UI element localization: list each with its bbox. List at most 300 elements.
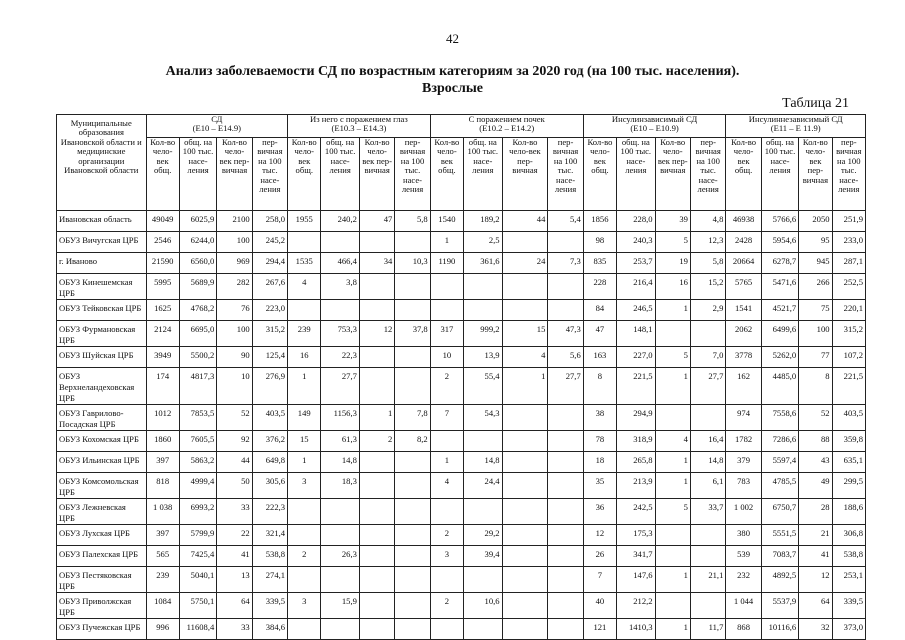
group-code: (E10.3 – E14.3)	[331, 123, 387, 134]
table-cell	[502, 546, 548, 567]
table-cell: 252,5	[832, 274, 865, 300]
row-name: ОБУЗ Палехская ЦРБ	[57, 546, 147, 567]
table-cell: 7,8	[395, 405, 430, 431]
table-cell	[690, 525, 725, 546]
table-cell: 6,1	[690, 473, 725, 499]
row-name: ОБУЗ Кохомская ЦРБ	[57, 431, 147, 452]
table-cell: 6025,9	[179, 211, 216, 232]
table-cell: 1782	[726, 431, 761, 452]
group-header	[726, 115, 866, 138]
table-cell: 373,0	[832, 619, 865, 640]
table-cell: 6750,7	[761, 499, 798, 525]
table-cell: 212,2	[617, 593, 656, 619]
row-name: ОБУЗ Верхнеландеховская ЦРБ	[57, 368, 147, 405]
row-name: ОБУЗ Ильинская ЦРБ	[57, 452, 147, 473]
table-cell: 306,8	[832, 525, 865, 546]
table-cell	[359, 546, 394, 567]
table-cell: 54,3	[464, 405, 503, 431]
table-cell: 999,2	[464, 321, 503, 347]
table-cell	[502, 473, 548, 499]
table-cell: 2	[288, 546, 321, 567]
table-cell	[655, 593, 690, 619]
table-cell: 29,2	[464, 525, 503, 546]
table-cell: 39,4	[464, 546, 503, 567]
table-cell	[464, 619, 503, 640]
table-cell	[548, 431, 583, 452]
table-row	[57, 452, 866, 473]
table-cell: 34	[359, 253, 394, 274]
table-cell	[502, 232, 548, 253]
table-cell: 635,1	[832, 452, 865, 473]
subcolumn-header: Кол-во чело-век общ.	[430, 138, 463, 211]
table-cell: 40	[583, 593, 616, 619]
table-cell: 223,0	[252, 300, 287, 321]
table-cell: 996	[146, 619, 179, 640]
table-cell: 7558,6	[761, 405, 798, 431]
table-cell: 147,6	[617, 567, 656, 593]
table-cell: 1	[655, 473, 690, 499]
row-name: ОБУЗ Гаврилово-Посадская ЦРБ	[57, 405, 147, 431]
table-cell: 974	[726, 405, 761, 431]
table-cell	[395, 593, 430, 619]
table-cell: 7	[583, 567, 616, 593]
table-cell: 33	[217, 499, 252, 525]
table-cell: 7,0	[690, 347, 725, 368]
table-cell: 216,4	[617, 274, 656, 300]
table-cell: 339,5	[832, 593, 865, 619]
table-cell: 1 038	[146, 499, 179, 525]
table-cell: 228,0	[617, 211, 656, 232]
table-cell: 403,5	[832, 405, 865, 431]
row-name: ОБУЗ Комсомольская ЦРБ	[57, 473, 147, 499]
table-cell: 2062	[726, 321, 761, 347]
row-name: ОБУЗ Тейковская ЦРБ	[57, 300, 147, 321]
table-cell: 1856	[583, 211, 616, 232]
table-cell	[502, 499, 548, 525]
table-cell: 266	[799, 274, 832, 300]
table-cell: 220,1	[832, 300, 865, 321]
table-label: Таблица 21	[782, 96, 849, 111]
table-cell: 1955	[288, 211, 321, 232]
group-header	[288, 115, 431, 138]
table-cell: 39	[655, 211, 690, 232]
table-cell: 44	[502, 211, 548, 232]
table-cell: 232	[726, 567, 761, 593]
table-cell: 274,1	[252, 567, 287, 593]
table-cell: 245,2	[252, 232, 287, 253]
table-cell: 1860	[146, 431, 179, 452]
table-cell: 16,4	[690, 431, 725, 452]
table-cell: 5	[655, 499, 690, 525]
table-cell: 75	[799, 300, 832, 321]
table-cell: 5	[655, 232, 690, 253]
table-cell: 50	[217, 473, 252, 499]
table-cell: 2124	[146, 321, 179, 347]
table-cell: 294,9	[617, 405, 656, 431]
table-cell: 3,8	[321, 274, 360, 300]
table-cell: 2	[359, 431, 394, 452]
table-cell: 1 002	[726, 499, 761, 525]
table-cell: 1190	[430, 253, 463, 274]
table-cell: 1625	[146, 300, 179, 321]
table-cell: 1	[655, 300, 690, 321]
table-cell	[395, 232, 430, 253]
table-cell: 10,6	[464, 593, 503, 619]
table-cell: 52	[799, 405, 832, 431]
table-cell	[359, 499, 394, 525]
table-cell: 287,1	[832, 253, 865, 274]
table-cell	[464, 274, 503, 300]
row-name: ОБУЗ Лухская ЦРБ	[57, 525, 147, 546]
table-cell: 174	[146, 368, 179, 405]
table-cell: 267,6	[252, 274, 287, 300]
table-cell: 753,3	[321, 321, 360, 347]
table-cell	[359, 452, 394, 473]
table-cell: 61,3	[321, 431, 360, 452]
table-cell: 10	[217, 368, 252, 405]
table-cell: 1410,3	[617, 619, 656, 640]
table-cell: 539	[726, 546, 761, 567]
row-name: ОБУЗ Пучежская ЦРБ	[57, 619, 147, 640]
table-cell	[395, 525, 430, 546]
table-cell	[548, 473, 583, 499]
table-cell: 15,9	[321, 593, 360, 619]
row-name: г. Иваново	[57, 253, 147, 274]
table-cell: 315,2	[832, 321, 865, 347]
table-cell: 5863,2	[179, 452, 216, 473]
table-cell: 1	[655, 452, 690, 473]
table-cell: 78	[583, 431, 616, 452]
table-row	[57, 347, 866, 368]
table-cell: 1	[288, 452, 321, 473]
group-header	[430, 115, 583, 138]
subcolumn-header: общ. на 100 тыс. насе-ления	[761, 138, 798, 211]
group-name: С поражением почек	[468, 114, 545, 124]
table-cell: 84	[583, 300, 616, 321]
subcolumn-header: общ. на 100 тыс. насе-ления	[321, 138, 360, 211]
table-cell: 26,3	[321, 546, 360, 567]
table-cell: 376,2	[252, 431, 287, 452]
table-cell	[395, 546, 430, 567]
table-cell: 1012	[146, 405, 179, 431]
table-cell: 26	[583, 546, 616, 567]
table-row	[57, 567, 866, 593]
table-cell	[395, 368, 430, 405]
table-cell: 49	[799, 473, 832, 499]
table-cell: 15,2	[690, 274, 725, 300]
table-cell	[288, 567, 321, 593]
table-cell: 4892,5	[761, 567, 798, 593]
group-name: Инсулиннезависимый СД	[748, 114, 843, 124]
table-cell: 8,2	[395, 431, 430, 452]
morbidity-table	[56, 114, 866, 640]
table-cell: 318,9	[617, 431, 656, 452]
table-cell: 41	[217, 546, 252, 567]
subcolumn-header: пер-вичная на 100 тыс. насе-ления	[832, 138, 865, 211]
table-cell	[548, 499, 583, 525]
title-line-2: Взрослые	[422, 81, 483, 96]
table-cell: 5995	[146, 274, 179, 300]
table-cell: 253,7	[617, 253, 656, 274]
table-cell: 8	[583, 368, 616, 405]
table-cell	[548, 300, 583, 321]
table-cell	[395, 347, 430, 368]
row-name: ОБУЗ Шуйская ЦРБ	[57, 347, 147, 368]
table-cell: 4817,3	[179, 368, 216, 405]
subcolumn-header: пер-вичная на 100 тыс. насе-ления	[548, 138, 583, 211]
table-cell	[464, 567, 503, 593]
table-cell: 282	[217, 274, 252, 300]
table-cell: 16	[288, 347, 321, 368]
group-header	[146, 115, 288, 138]
table-cell: 107,2	[832, 347, 865, 368]
table-cell: 3	[288, 473, 321, 499]
table-cell: 233,0	[832, 232, 865, 253]
table-cell: 403,5	[252, 405, 287, 431]
table-cell: 5262,0	[761, 347, 798, 368]
table-row	[57, 619, 866, 640]
table-cell: 1	[655, 567, 690, 593]
table-cell: 49049	[146, 211, 179, 232]
table-cell: 380	[726, 525, 761, 546]
group-code: (E11 – E 11.9)	[770, 123, 821, 134]
table-cell: 35	[583, 473, 616, 499]
table-cell	[502, 525, 548, 546]
table-cell: 221,5	[617, 368, 656, 405]
table-cell: 11608,4	[179, 619, 216, 640]
table-row	[57, 274, 866, 300]
group-code: (E10.2 – E14.2)	[479, 123, 535, 134]
table-cell: 1541	[726, 300, 761, 321]
table-cell: 95	[799, 232, 832, 253]
table-cell: 4	[288, 274, 321, 300]
table-cell: 221,5	[832, 368, 865, 405]
table-cell: 14,8	[690, 452, 725, 473]
table-cell: 5765	[726, 274, 761, 300]
table-cell: 4999,4	[179, 473, 216, 499]
table-cell	[655, 525, 690, 546]
table-cell	[321, 232, 360, 253]
subcolumn-header: Кол-во чело-век пер-вичная	[655, 138, 690, 211]
subcolumn-header: Кол-во чело-век общ.	[726, 138, 761, 211]
table-cell: 10,3	[395, 253, 430, 274]
table-cell	[464, 300, 503, 321]
table-cell: 4	[655, 431, 690, 452]
table-row	[57, 321, 866, 347]
group-header	[583, 115, 726, 138]
group-code: (E10 – E14.9)	[192, 123, 242, 134]
table-cell	[548, 525, 583, 546]
table-cell: 258,0	[252, 211, 287, 232]
table-cell	[548, 567, 583, 593]
table-cell	[548, 593, 583, 619]
table-cell: 47	[359, 211, 394, 232]
group-code: (E10 – E10.9)	[630, 123, 679, 134]
table-cell: 5597,4	[761, 452, 798, 473]
page-title	[0, 63, 905, 97]
table-cell: 5,8	[690, 253, 725, 274]
table-cell: 1	[502, 368, 548, 405]
subcolumn-header: общ. на 100 тыс. насе-ления	[617, 138, 656, 211]
table-cell	[548, 619, 583, 640]
row-name: ОБУЗ Кинешемская ЦРБ	[57, 274, 147, 300]
row-name: ОБУЗ Пестяковская ЦРБ	[57, 567, 147, 593]
table-cell: 64	[799, 593, 832, 619]
table-cell: 188,6	[832, 499, 865, 525]
table-cell	[288, 232, 321, 253]
table-cell: 2,5	[464, 232, 503, 253]
table-cell: 100	[217, 321, 252, 347]
table-cell: 783	[726, 473, 761, 499]
table-cell	[395, 567, 430, 593]
table-cell: 55,4	[464, 368, 503, 405]
table-cell	[548, 274, 583, 300]
table-row	[57, 525, 866, 546]
table-cell: 76	[217, 300, 252, 321]
table-cell	[359, 300, 394, 321]
table-cell: 15	[502, 321, 548, 347]
table-cell: 32	[799, 619, 832, 640]
table-body	[57, 211, 866, 640]
table-cell: 5799,9	[179, 525, 216, 546]
table-cell: 149	[288, 405, 321, 431]
group-name: СД	[211, 114, 223, 124]
table-cell	[430, 567, 463, 593]
table-header	[57, 115, 866, 211]
table-cell: 321,4	[252, 525, 287, 546]
subcolumn-header: пер-вичная на 100 тыс. насе-ления	[395, 138, 430, 211]
table-cell: 27,7	[548, 368, 583, 405]
table-cell: 33,7	[690, 499, 725, 525]
title-line-1: Анализ заболеваемости СД по возрастным категориям за 2020 год (на 100 тыс. населения).	[165, 64, 740, 79]
table-cell: 315,2	[252, 321, 287, 347]
row-name: ОБУЗ Лежневская ЦРБ	[57, 499, 147, 525]
table-cell	[288, 525, 321, 546]
table-cell: 5,6	[548, 347, 583, 368]
table-cell: 28	[799, 499, 832, 525]
row-name: ОБУЗ Фурмановская ЦРБ	[57, 321, 147, 347]
table-cell: 16	[655, 274, 690, 300]
table-cell: 24,4	[464, 473, 503, 499]
table-cell: 4521,7	[761, 300, 798, 321]
row-name: ОБУЗ Приволжская ЦРБ	[57, 593, 147, 619]
table-cell	[655, 405, 690, 431]
table-cell: 7	[430, 405, 463, 431]
table-cell: 227,0	[617, 347, 656, 368]
table-cell: 77	[799, 347, 832, 368]
table-cell	[502, 405, 548, 431]
table-cell: 466,4	[321, 253, 360, 274]
table-cell: 5,8	[395, 211, 430, 232]
table-cell	[430, 499, 463, 525]
table-cell: 64	[217, 593, 252, 619]
table-cell	[655, 321, 690, 347]
table-cell: 18	[583, 452, 616, 473]
table-cell	[502, 593, 548, 619]
subcolumn-header: общ. на 100 тыс. насе-ления	[464, 138, 503, 211]
table-cell	[359, 232, 394, 253]
table-cell: 100	[799, 321, 832, 347]
table-cell: 7425,4	[179, 546, 216, 567]
table-cell: 294,4	[252, 253, 287, 274]
table-cell: 44	[217, 452, 252, 473]
table-row	[57, 253, 866, 274]
table-cell: 6695,0	[179, 321, 216, 347]
table-cell	[359, 274, 394, 300]
table-cell: 240,3	[617, 232, 656, 253]
table-cell: 43	[799, 452, 832, 473]
table-cell	[321, 499, 360, 525]
table-cell: 12	[799, 567, 832, 593]
table-cell: 239	[146, 567, 179, 593]
table-cell: 276,9	[252, 368, 287, 405]
table-cell: 265,8	[617, 452, 656, 473]
table-cell: 90	[217, 347, 252, 368]
table-cell: 4768,2	[179, 300, 216, 321]
table-cell: 98	[583, 232, 616, 253]
table-cell	[548, 546, 583, 567]
table-row	[57, 405, 866, 431]
table-cell: 538,8	[832, 546, 865, 567]
table-cell: 317	[430, 321, 463, 347]
subcolumn-header: пер-вичная на 100 тыс. насе-ления	[690, 138, 725, 211]
table-cell: 15	[288, 431, 321, 452]
row-name: ОБУЗ Вичугская ЦРБ	[57, 232, 147, 253]
table-cell: 6278,7	[761, 253, 798, 274]
table-cell: 7286,6	[761, 431, 798, 452]
table-cell: 5500,2	[179, 347, 216, 368]
table-cell	[430, 274, 463, 300]
table-cell: 2428	[726, 232, 761, 253]
group-name: Из него с поражением глаз	[310, 114, 408, 124]
org-header: Муниципальные образования Ивановской области и медицинские организации Ивановской области	[57, 115, 147, 211]
table-cell	[430, 431, 463, 452]
table-cell: 175,3	[617, 525, 656, 546]
table-cell: 2	[430, 525, 463, 546]
table-cell: 7853,5	[179, 405, 216, 431]
table-cell	[502, 274, 548, 300]
table-cell: 1156,3	[321, 405, 360, 431]
table-cell: 4	[430, 473, 463, 499]
subcolumn-header: Кол-во чело-век пер-вичная	[799, 138, 832, 211]
table-cell: 19	[655, 253, 690, 274]
table-cell	[690, 405, 725, 431]
table-cell: 1	[655, 368, 690, 405]
table-cell: 1 044	[726, 593, 761, 619]
table-cell: 1	[359, 405, 394, 431]
table-cell	[690, 546, 725, 567]
table-cell: 2	[430, 593, 463, 619]
table-cell: 969	[217, 253, 252, 274]
table-cell	[321, 525, 360, 546]
table-cell: 4485,0	[761, 368, 798, 405]
table-cell: 22,3	[321, 347, 360, 368]
table-cell	[359, 593, 394, 619]
table-cell	[321, 300, 360, 321]
group-name: Инсулинзависимый СД	[611, 114, 698, 124]
table-row	[57, 431, 866, 452]
table-cell: 41	[799, 546, 832, 567]
page-number: 42	[446, 31, 459, 46]
table-cell: 125,4	[252, 347, 287, 368]
table-cell: 121	[583, 619, 616, 640]
table-cell: 5689,9	[179, 274, 216, 300]
table-cell: 222,3	[252, 499, 287, 525]
table-cell	[430, 619, 463, 640]
table-cell: 13,9	[464, 347, 503, 368]
row-name: Ивановская область	[57, 211, 147, 232]
table-cell: 4	[502, 347, 548, 368]
